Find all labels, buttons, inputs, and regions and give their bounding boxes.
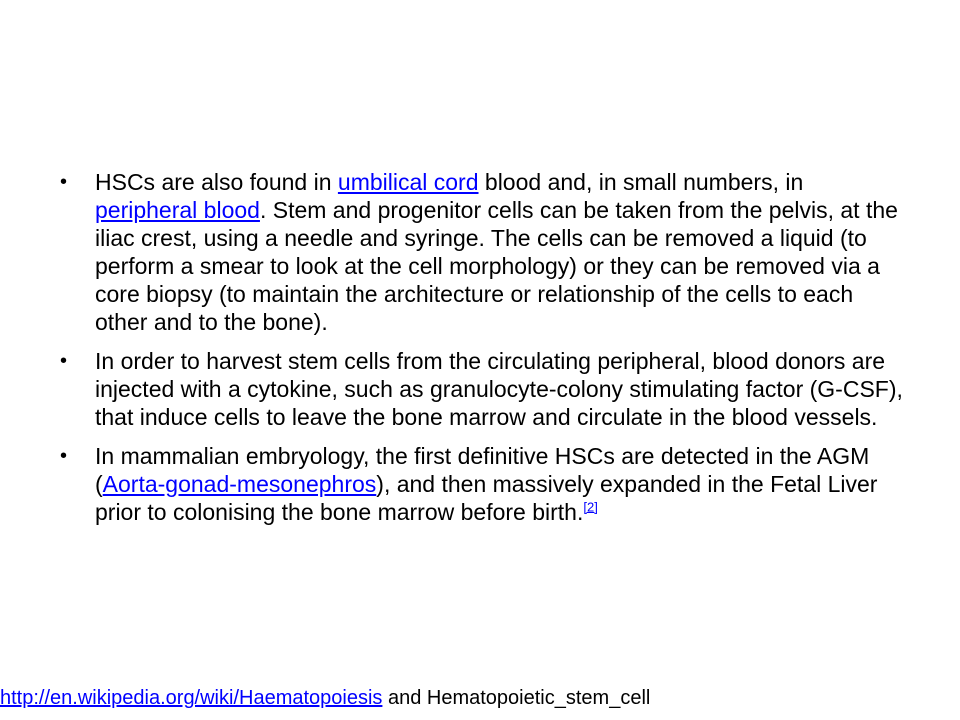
text-run: . Stem and progenitor cells can be taken from the pelvis, at the iliac crest, using a needle and syringe. The cells can be removed a liquid (to perform a smear to look at the cell morphology) or they can be removed via a core biopsy (to maintain the architecture or relationship of the cells to each other and to the bone).: [95, 197, 898, 335]
bullet-text: [95, 169, 898, 335]
link-aorta-gonad-mesonephros[interactable]: Aorta-gonad-mesonephros: [102, 471, 377, 497]
source-suffix: and Hematopoietic_stem_cell: [382, 687, 651, 709]
text-run: ), and then massively expanded in the Fetal Liver prior to colonising the bone marrow before birth.: [95, 471, 878, 525]
bullet-item-2: [60, 347, 910, 431]
slide-body: [60, 168, 910, 537]
text-run: In order to harvest stem cells from the circulating peripheral, blood donors are injected with a cytokine, such as granulocyte-colony stimulating factor (G-CSF), that induce cells to leave the bone marrow and circulate in the blood vessels.: [95, 348, 903, 430]
bullet-item-3: [60, 442, 910, 526]
citation-link-2[interactable]: [2]: [583, 499, 598, 515]
bullet-text: [95, 443, 877, 525]
link-umbilical-cord[interactable]: umbilical cord: [337, 169, 479, 195]
bullet-item-1: [60, 168, 910, 336]
source-citation: [0, 684, 650, 712]
bullet-marker: •: [60, 445, 68, 467]
text-run: blood and, in small numbers, in: [478, 169, 804, 195]
bullet-marker: •: [60, 171, 68, 193]
link-peripheral-blood[interactable]: peripheral blood: [95, 197, 260, 223]
bullet-marker: •: [60, 350, 68, 372]
source-url-link[interactable]: http://en.wikipedia.org/wiki/Haematopoiesis: [0, 687, 383, 709]
text-run: In mammalian embryology, the first definitive HSCs are detected in the AGM (: [95, 443, 870, 497]
bullet-text: [95, 348, 903, 430]
text-run: HSCs are also found in: [95, 169, 338, 195]
